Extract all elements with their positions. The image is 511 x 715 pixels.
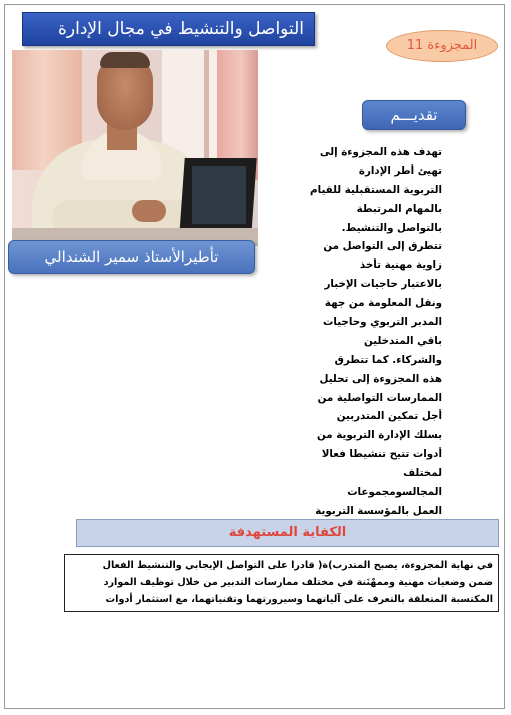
intro-line: لمختلف (403, 467, 442, 480)
intro-line: بالاعتبار حاجيات الإخبار (324, 278, 442, 291)
intro-line: المدبر التربوي وحاجيات (323, 316, 442, 329)
trainer-name-banner: تأطيرالأستاذ سمير الشندالي (8, 240, 255, 274)
intro-line: بالتواصل والتنشيط. (341, 221, 442, 234)
intro-line: باقي المتدخلين (363, 334, 442, 347)
intro-line: بالمهام المرتبطة (356, 202, 442, 215)
photo-window-bar (204, 50, 209, 160)
intro-line: ونقل المعلومة من جهة (324, 297, 442, 310)
intro-line: تهدف هذه المجزوءة إلى (319, 146, 442, 158)
intro-line: هذه المجزوءة إلى تحليل (319, 372, 442, 385)
intro-line: العمل بالمؤسسة التربوية (315, 504, 442, 517)
module-number-badge: المجزوءة 11 (386, 30, 498, 62)
intro-line: الممارسات التواصلية من (317, 391, 442, 404)
intro-line: أدوات تتيح تنشيطا فعالا (321, 448, 442, 461)
intro-line: تتطرق إلى التواصل من (323, 240, 442, 253)
intro-line: التربوية المستقبلية للقيام (310, 183, 442, 196)
photo-hair (100, 52, 150, 68)
intro-line: أجل تمكين المتدربين (336, 410, 442, 423)
target-competence-text (64, 554, 499, 612)
module-title-banner: التواصل والتنشيط في مجال الإدارة (22, 12, 315, 46)
target-competence-heading: الكفاية المستهدفة (76, 519, 499, 547)
trainer-photo (12, 50, 258, 246)
intro-heading: تقديـــم (362, 100, 466, 130)
competence-line: المكتسبة المتعلقة بالتعرف على آلياتهما وسيرورتهما وتقنياتهما، مع استثمار أدوات (105, 594, 493, 605)
intro-line: المجالسومجموعات (347, 486, 442, 499)
intro-line: تهيئ أطر الإدارة (358, 164, 442, 177)
intro-line: والشركاء. كما تتطرق (334, 353, 442, 366)
competence-line: ضمن وضعيات مهنية وممهْنَنة في مختلف ممارسات التدبير من خلال توظيف الموارد (103, 577, 493, 588)
photo-laptop-screen (192, 166, 246, 224)
intro-line: بسلك الإدارة التربوية من (317, 429, 442, 442)
competence-line: في نهاية المجزوءة، يصبح المتدرب)ة( قادرا على التواصل الإيجابي والتنشيط الفعال (102, 560, 493, 571)
intro-line: زاوية مهنية تأخذ (359, 259, 442, 272)
intro-text (296, 143, 442, 540)
photo-hand (132, 200, 166, 222)
